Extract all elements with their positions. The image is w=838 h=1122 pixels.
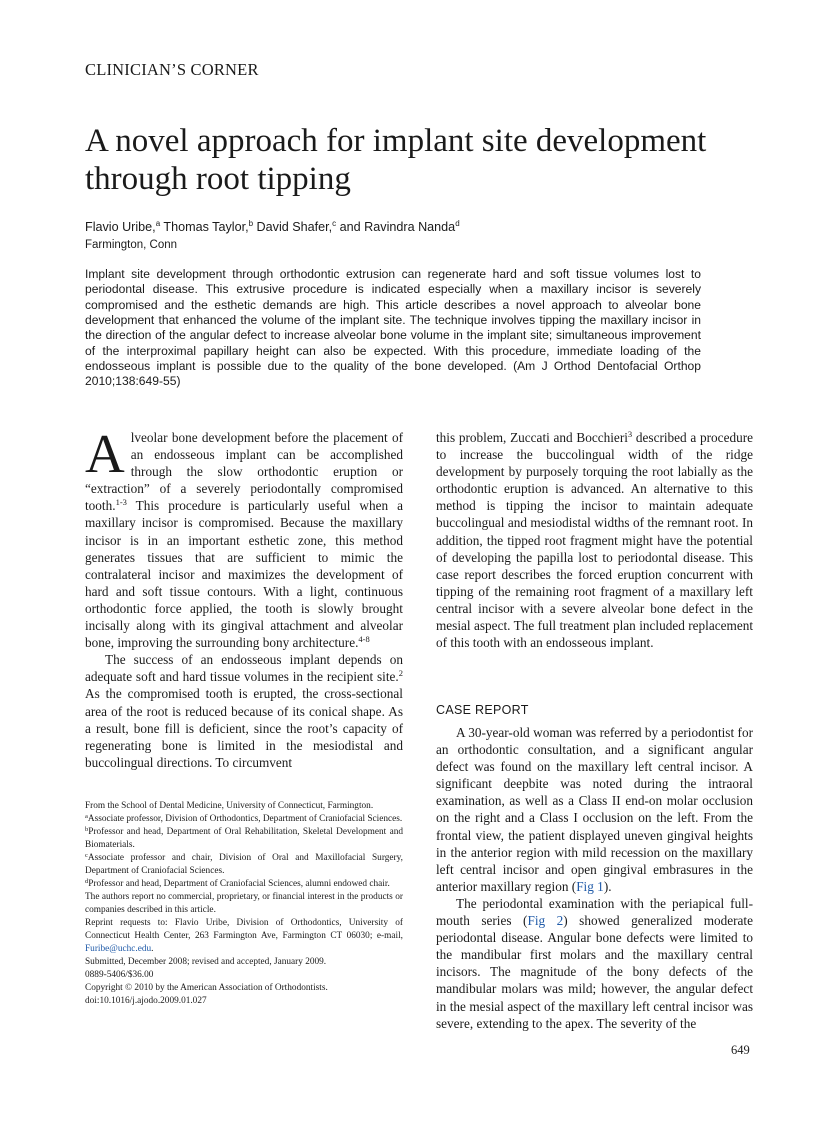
- affiliation-marker: a: [85, 813, 88, 820]
- affiliation-marker: c: [332, 219, 337, 228]
- footnote-text: Professor and head, Department of Oral Rehabilitation, Skeletal Development and Biomaterials.: [85, 827, 403, 850]
- footnote-text: .: [151, 944, 154, 954]
- footnote: [85, 878, 403, 891]
- reference-marker[interactable]: 2: [398, 668, 403, 679]
- paragraph-text: this problem, Zuccati and Bocchieri: [436, 430, 628, 445]
- affiliation-marker: d: [85, 878, 89, 885]
- footnote: [85, 852, 403, 878]
- author-location: Farmington, Conn: [85, 239, 178, 251]
- section-label: CLINICIAN’S CORNER: [85, 60, 259, 79]
- author-list: [85, 219, 460, 236]
- paragraph: [85, 651, 403, 771]
- affiliation-marker: c: [85, 852, 88, 859]
- abstract: Implant site development through orthodontic extrusion can regenerate hard and soft tissue volumes lost to periodontal disease. This extrusive procedure is indicated especially when a maxillary incisor is severely compromised and the esthetic demands are high. This article describes a novel approach to alveolar bone development that enhanced the volume of the implant site. The technique involves tipping the maxillary incisor in the direction of the angular defect to increase alveolar bone volume in the implant site; simultaneous improvement of the interproximal papillary height can also be expected. With this procedure, immediate loading of the endosseous implant is possible due to the quality of the bone developed. (Am J Orthod Dentofacial Orthop 2010;138:649-55): [85, 267, 701, 389]
- body-column-left: [85, 423, 403, 771]
- author-name: David Shafer,: [256, 220, 333, 234]
- footnote: Submitted, December 2008; revised and accepted, January 2009.: [85, 957, 327, 967]
- body-column-right-bottom: [436, 724, 753, 1032]
- paragraph-text: The periodontal examination with the periapical full-mouth series (: [436, 895, 753, 929]
- footnote: Copyright © 2010 by the American Association of Orthodontists.: [85, 983, 328, 993]
- drop-cap: A: [85, 423, 125, 484]
- footnote-text: Associate professor, Division of Orthodontics, Department of Craniofacial Sciences.: [87, 814, 403, 824]
- footnote-text: Associate professor and chair, Division of Oral and Maxillofacial Surgery, Department of Craniofacial Sciences.: [85, 853, 403, 876]
- paragraph-text: ) showed generalized moderate periodontal disease. Angular bone defects were limited to the mandibular first molars and the maxillary central incisors. The magnitude of the bony defects of the mandibular molars was mild; however, the angular defect in the mesial aspect of the maxillary left central incisor was severe, extending to the apex. The severity of the: [436, 913, 753, 1031]
- footnote: [85, 917, 403, 956]
- article-title: A novel approach for implant site development through root tipping: [85, 123, 707, 197]
- affiliation-marker: b: [85, 826, 89, 833]
- affiliation-marker: a: [155, 219, 161, 228]
- reference-marker[interactable]: 4-8: [358, 634, 370, 645]
- author-name: Thomas Taylor,: [163, 220, 249, 234]
- paragraph: [436, 895, 753, 1032]
- footnote: [85, 826, 403, 852]
- paragraph-text: The success of an endosseous implant depends on adequate soft and hard tissue volumes in the recipient site.: [85, 652, 403, 685]
- figure-link[interactable]: Fig 2: [527, 913, 564, 929]
- footnote: The authors report no commercial, proprietary, or financial interest in the products or companies described in this article.: [85, 892, 403, 915]
- affiliation-marker: d: [455, 219, 460, 228]
- reference-marker[interactable]: 3: [627, 429, 633, 439]
- footnote: doi:10.1016/j.ajodo.2009.01.027: [85, 996, 207, 1006]
- footnote: [85, 813, 403, 826]
- page-number: 649: [731, 1043, 750, 1057]
- section-heading-case-report: CASE REPORT: [436, 703, 529, 717]
- paragraph: [436, 724, 753, 895]
- body-column-right-top: [436, 429, 753, 651]
- affiliation-marker: b: [248, 219, 254, 228]
- email-link[interactable]: Furibe@uchc.edu: [85, 944, 152, 954]
- paragraph: [85, 423, 403, 651]
- footnote-text: Reprint requests to: Flavio Uribe, Division of Orthodontics, University of Connecticut Health Center, 263 Farmington Ave, Farmington CT 06030; e-mail,: [85, 918, 403, 941]
- paragraph-text: A 30-year-old woman was referred by a periodontist for an orthodontic consultation, and a significant angular defect was found on the maxillary left central incisor. A significant deepbite was noted during the intraoral examination, as well as a Class II end-on molar occlusion on the right and a Class I occlusion on the left. From the frontal view, the patient displayed uneven gingival heights in the anterior region with mild recession on the maxillary left central incisor and open gingival embrasures in the anterior maxillary region (: [436, 725, 753, 894]
- footnote: 0889-5406/$36.00: [85, 970, 154, 980]
- author-name: and Ravindra Nanda: [339, 220, 456, 234]
- paragraph-text: lveolar bone development before the placement of an endosseous implant can be accomplished through the slow orthodontic eruption or “extraction” of a severely periodontally compromised tooth.: [85, 430, 403, 514]
- figure-link[interactable]: Fig 1: [576, 878, 604, 894]
- paragraph-text: described a procedure to increase the buccolingual width of the ridge development by purposely torquing the root labially as the orthodontic eruption is advanced. An alternative to this method is tipping the incisor to maintain adequate buccolingual and mesiodistal widths of the remnant root. In addition, the tipped root fragment might have the potential of developing the papilla lost to periodontal disease. This case report describes the forced eruption concurrent with tipping of the remaining root fragment of a maxillary left central incisor with a severe alveolar bone defect in the mesial aspect. The full treatment plan included replacement of this tooth with an endosseous implant.: [436, 430, 753, 651]
- paragraph-text: As the compromised tooth is erupted, the cross-sectional area of the root is reduced because of its conical shape. As a result, bone fill is deficient, since the root’s capacity of regenerating bone is limited in the mesiodistal and buccolingual directions. To circumvent: [85, 686, 403, 770]
- paragraph: [436, 429, 753, 651]
- reference-marker[interactable]: 1-3: [115, 497, 127, 508]
- footnote-text: Professor and head, Department of Craniofacial Sciences, alumni endowed chair.: [88, 879, 390, 889]
- paragraph-text: ).: [603, 878, 612, 894]
- author-name: Flavio Uribe,: [85, 220, 156, 234]
- footnotes: [85, 800, 403, 1008]
- paragraph-text: This procedure is particularly useful when a maxillary incisor is compromised. Because the maxillary incisor is in an important esthetic zone, this method generates tissues that are sufficient to mimic the contralateral incisor and maximizes the development of hard and soft tissue contours. With a light, continuous orthodontic force applied, the tooth is slowly brought incisally along with its gingival attachment and alveolar bone, improving the surrounding bony architecture.: [85, 498, 403, 651]
- footnote: From the School of Dental Medicine, University of Connecticut, Farmington.: [85, 801, 374, 811]
